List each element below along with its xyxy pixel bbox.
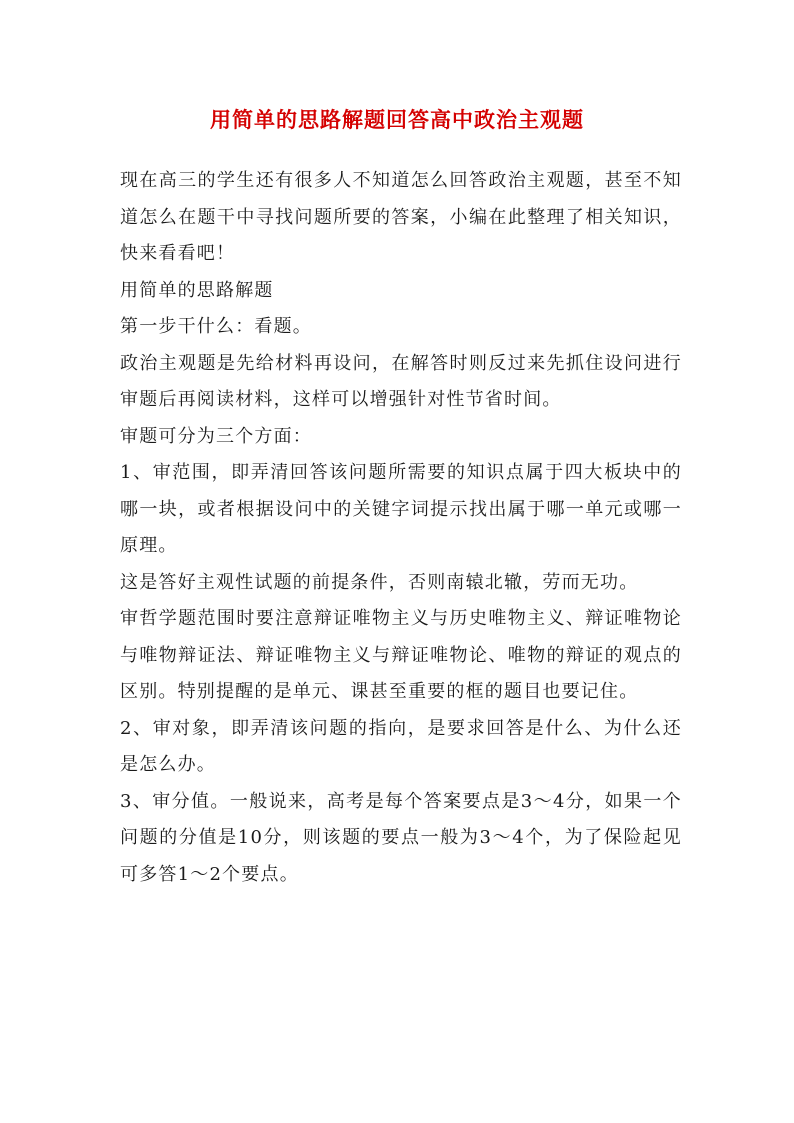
document-title: 用简单的思路解题回答高中政治主观题 xyxy=(210,107,584,132)
paragraph-step-one: 第一步干什么：看题。 xyxy=(120,316,312,337)
paragraph-aspect-scope: 1、审范围，即弄清回答该问题所需要的知识点属于四大板块中的哪一块，或者根据设问中的关键字词提示找出属于哪一单元或哪一原理。 xyxy=(120,462,682,556)
paragraph-reading-strategy: 政治主观题是先给材料再设问，在解答时则反过来先抓住设问进行审题后再阅读材料，这样可以增强针对性节省时间。 xyxy=(120,352,682,410)
paragraph-three-aspects: 审题可分为三个方面： xyxy=(120,425,312,447)
document-body xyxy=(120,163,682,893)
paragraph-heading-simple-approach: 用简单的思路解题 xyxy=(120,279,274,301)
paragraph-prerequisite: 这是答好主观性试题的前提条件，否则南辕北辙，劳而无功。 xyxy=(120,571,639,593)
paragraph-philosophy-note: 审哲学题范围时要注意辩证唯物主义与历史唯物主义、辩证唯物论与唯物辩证法、辩证唯物主义与辩证唯物论、唯物的辩证的观点的区别。特别提醒的是单元、课甚至重要的框的题目也要记住。 xyxy=(120,608,682,702)
paragraph-aspect-object: 2、审对象，即弄清该问题的指向，是要求回答是什么、为什么还是怎么办。 xyxy=(120,717,682,775)
paragraph-intro: 现在高三的学生还有很多人不知道怎么回答政治主观题，甚至不知道怎么在题干中寻找问题所要的答案，小编在此整理了相关知识，快来看看吧！ xyxy=(120,170,682,264)
paragraph-aspect-score: 3、审分值。一般说来，高考是每个答案要点是3～4分，如果一个问题的分值是10分，则该题的要点一般为3～4个，为了保险起见可多答1～2个要点。 xyxy=(120,790,682,885)
